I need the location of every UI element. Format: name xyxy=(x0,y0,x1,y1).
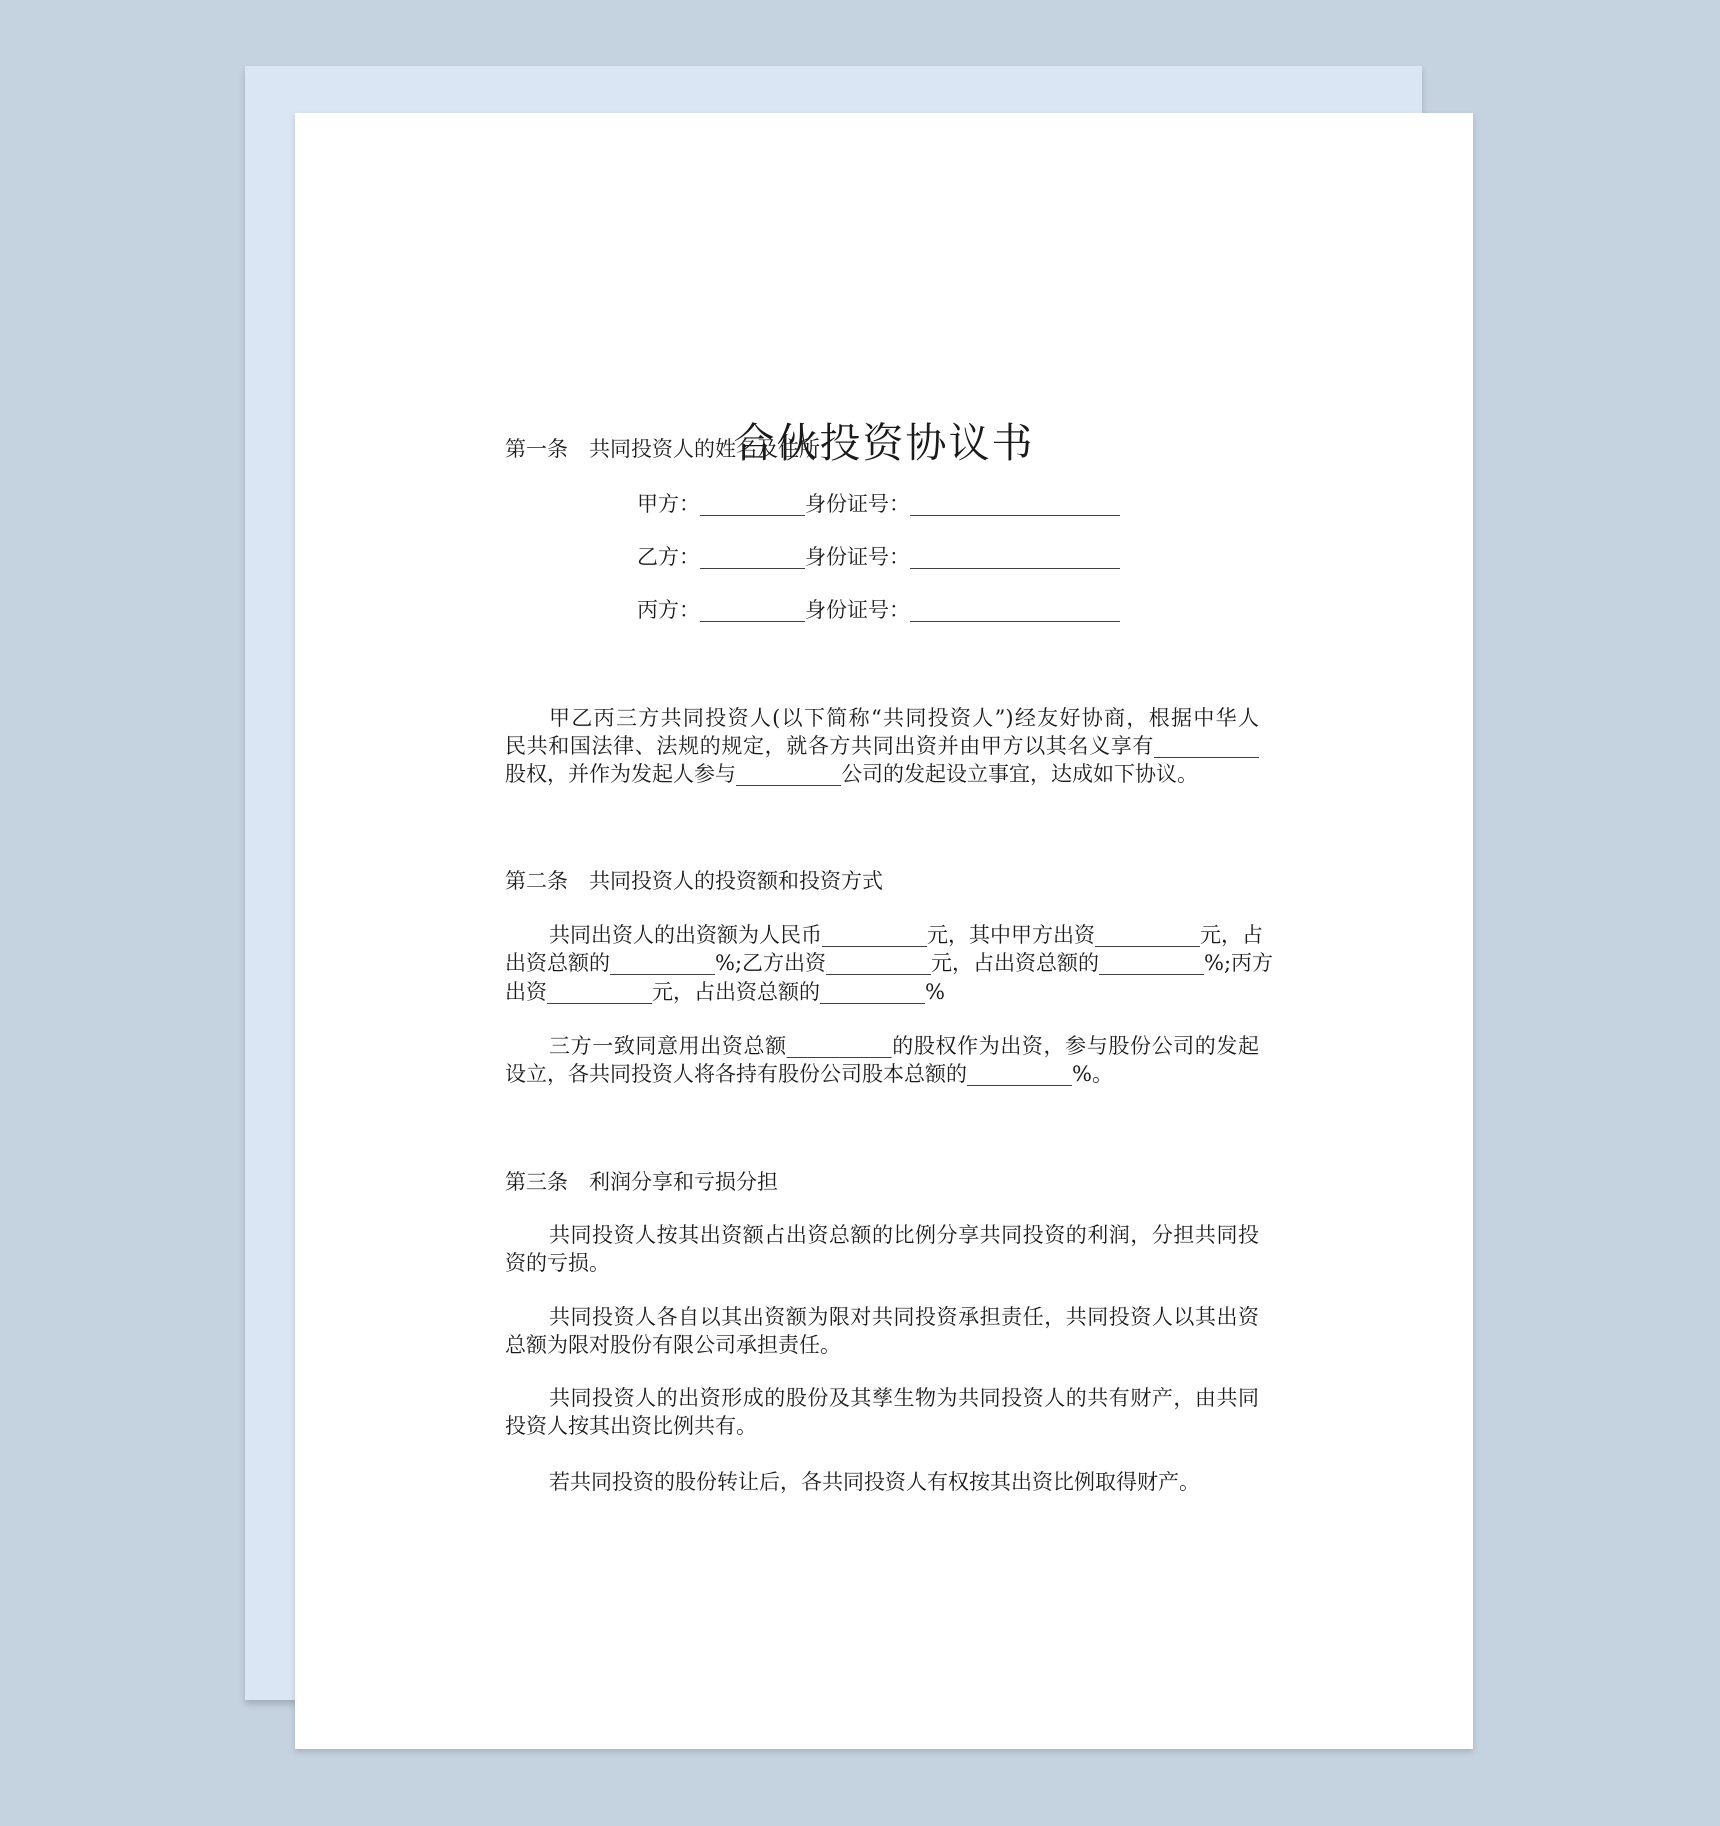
paragraph-line: 设立，各共同投资人将各持有股份公司股本总额的__________%。 xyxy=(505,1062,1113,1086)
paragraph-line: 出资__________元，占出资总额的__________% xyxy=(505,980,945,1004)
paragraph-line: 投资人按其出资比例共有。 xyxy=(505,1414,757,1438)
paragraph-line: 若共同投资的股份转让后，各共同投资人有权按其出资比例取得财产。 xyxy=(549,1470,1200,1494)
paragraph-line: 总额为限对股份有限公司承担责任。 xyxy=(505,1333,841,1357)
paragraph-line: 民共和国法律、法规的规定，就各方共同出资并由甲方以其名义享有__________ xyxy=(505,734,1259,758)
paragraph-line: 甲乙丙三方共同投资人(以下简称“共同投资人”)经友好协商，根据中华人 xyxy=(549,706,1259,730)
paragraph-line: 出资总额的__________%;乙方出资__________元，占出资总额的__________%;丙方 xyxy=(505,951,1274,975)
paragraph-line: 三方一致同意用出资总额__________的股权作为出资，参与股份公司的发起 xyxy=(549,1034,1259,1058)
article3-heading: 第三条 利润分享和亏损分担 xyxy=(505,1170,778,1194)
article2-heading: 第二条 共同投资人的投资额和投资方式 xyxy=(505,869,883,893)
party-a-line: 甲方：__________身份证号：____________________ xyxy=(637,492,1120,516)
party-b-line: 乙方：__________身份证号：____________________ xyxy=(637,545,1120,569)
article1-heading: 第一条 共同投资人的姓名及住所 xyxy=(505,437,820,461)
paragraph-line: 共同投资人各自以其出资额为限对共同投资承担责任，共同投资人以其出资 xyxy=(549,1305,1259,1329)
paragraph-line: 资的亏损。 xyxy=(505,1251,610,1275)
party-c-line: 丙方：__________身份证号：____________________ xyxy=(637,598,1120,622)
paragraph-line: 共同出资人的出资额为人民币__________元，其中甲方出资__________元，占 xyxy=(549,923,1263,947)
paragraph-line: 共同投资人按其出资额占出资总额的比例分享共同投资的利润，分担共同投 xyxy=(549,1223,1259,1247)
document-title: 合伙投资协议书 xyxy=(733,419,1035,467)
paragraph-line: 股权，并作为发起人参与__________公司的发起设立事宜，达成如下协议。 xyxy=(505,762,1198,786)
paragraph-line: 共同投资人的出资形成的股份及其孳生物为共同投资人的共有财产，由共同 xyxy=(549,1386,1259,1410)
